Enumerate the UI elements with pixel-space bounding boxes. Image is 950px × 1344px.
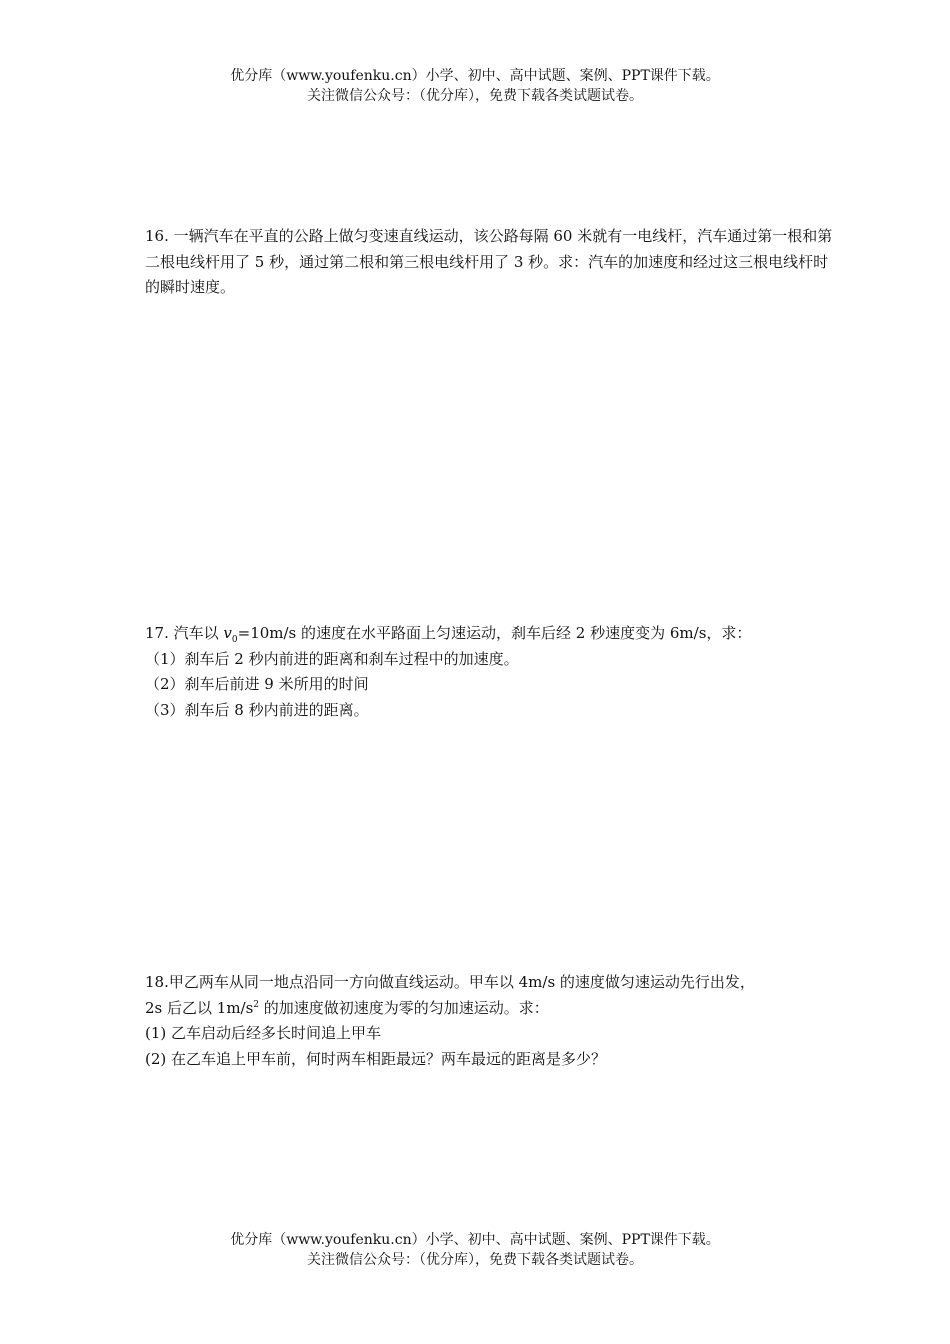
question-17-stem-prefix: 17. 汽车以 xyxy=(145,624,224,642)
question-17-part-3: （3）刹车后 8 秒内前进的距离。 xyxy=(145,700,369,719)
question-17 xyxy=(145,621,835,723)
velocity-symbol: v xyxy=(223,624,232,642)
question-18-stem-line-1: 18.甲乙两车从同一地点沿同一方向做直线运动。甲车以 4m/s 的速度做匀速运动先行出发， xyxy=(145,973,755,991)
question-18-stem-line-2 xyxy=(145,996,835,1022)
question-17-stem-suffix: =10m/s 的速度在水平路面上匀速运动，刹车后经 2 秒速度变为 6m/s，求： xyxy=(237,624,752,642)
question-18-stem-line-2-suffix: 的加速度做初速度为零的匀加速运动。求： xyxy=(259,998,549,1017)
velocity-subscript: 0 xyxy=(231,635,238,645)
question-18-part-1: (1) 乙车启动后经多长时间追上甲车 xyxy=(145,1024,382,1042)
footer-line-1: 优分库（www.youfenku.cn）小学、初中、高中试题、案例、PPT课件下载。 xyxy=(230,1232,720,1248)
page-header xyxy=(0,66,950,106)
question-17-part-2: （2）刹车后前进 9 米所用的时间 xyxy=(145,675,369,693)
question-17-stem xyxy=(145,621,835,647)
question-18-part-2: (2) 在乙车追上甲车前，何时两车相距最远？两车最远的距离是多少？ xyxy=(145,1049,607,1068)
question-18-stem-line-2-prefix: 2s 后乙以 1m/s xyxy=(145,998,254,1017)
question-16 xyxy=(145,224,835,301)
header-line-2: 关注微信公众号：（优分库），免费下载各类试题试卷。 xyxy=(307,88,643,104)
acceleration-unit-superscript: 2 xyxy=(253,999,260,1010)
footer-line-2: 关注微信公众号：（优分库），免费下载各类试题试卷。 xyxy=(307,1252,643,1268)
question-17-part-1: （1）刹车后 2 秒内前进的距离和刹车过程中的加速度。 xyxy=(145,649,519,668)
page-footer xyxy=(0,1230,950,1270)
question-16-text: 16. 一辆汽车在平直的公路上做匀变速直线运动，该公路每隔 60 米就有一电线杆，汽车通过第一根和第二根电线杆用了 5 秒，通过第二根和第三根电线杆用了 3 秒。求：汽车的加速度和经过这三根电线杆时的瞬时速度。 xyxy=(145,227,833,296)
question-18 xyxy=(145,970,835,1072)
header-line-1: 优分库（www.youfenku.cn）小学、初中、高中试题、案例、PPT课件下载。 xyxy=(230,68,720,84)
